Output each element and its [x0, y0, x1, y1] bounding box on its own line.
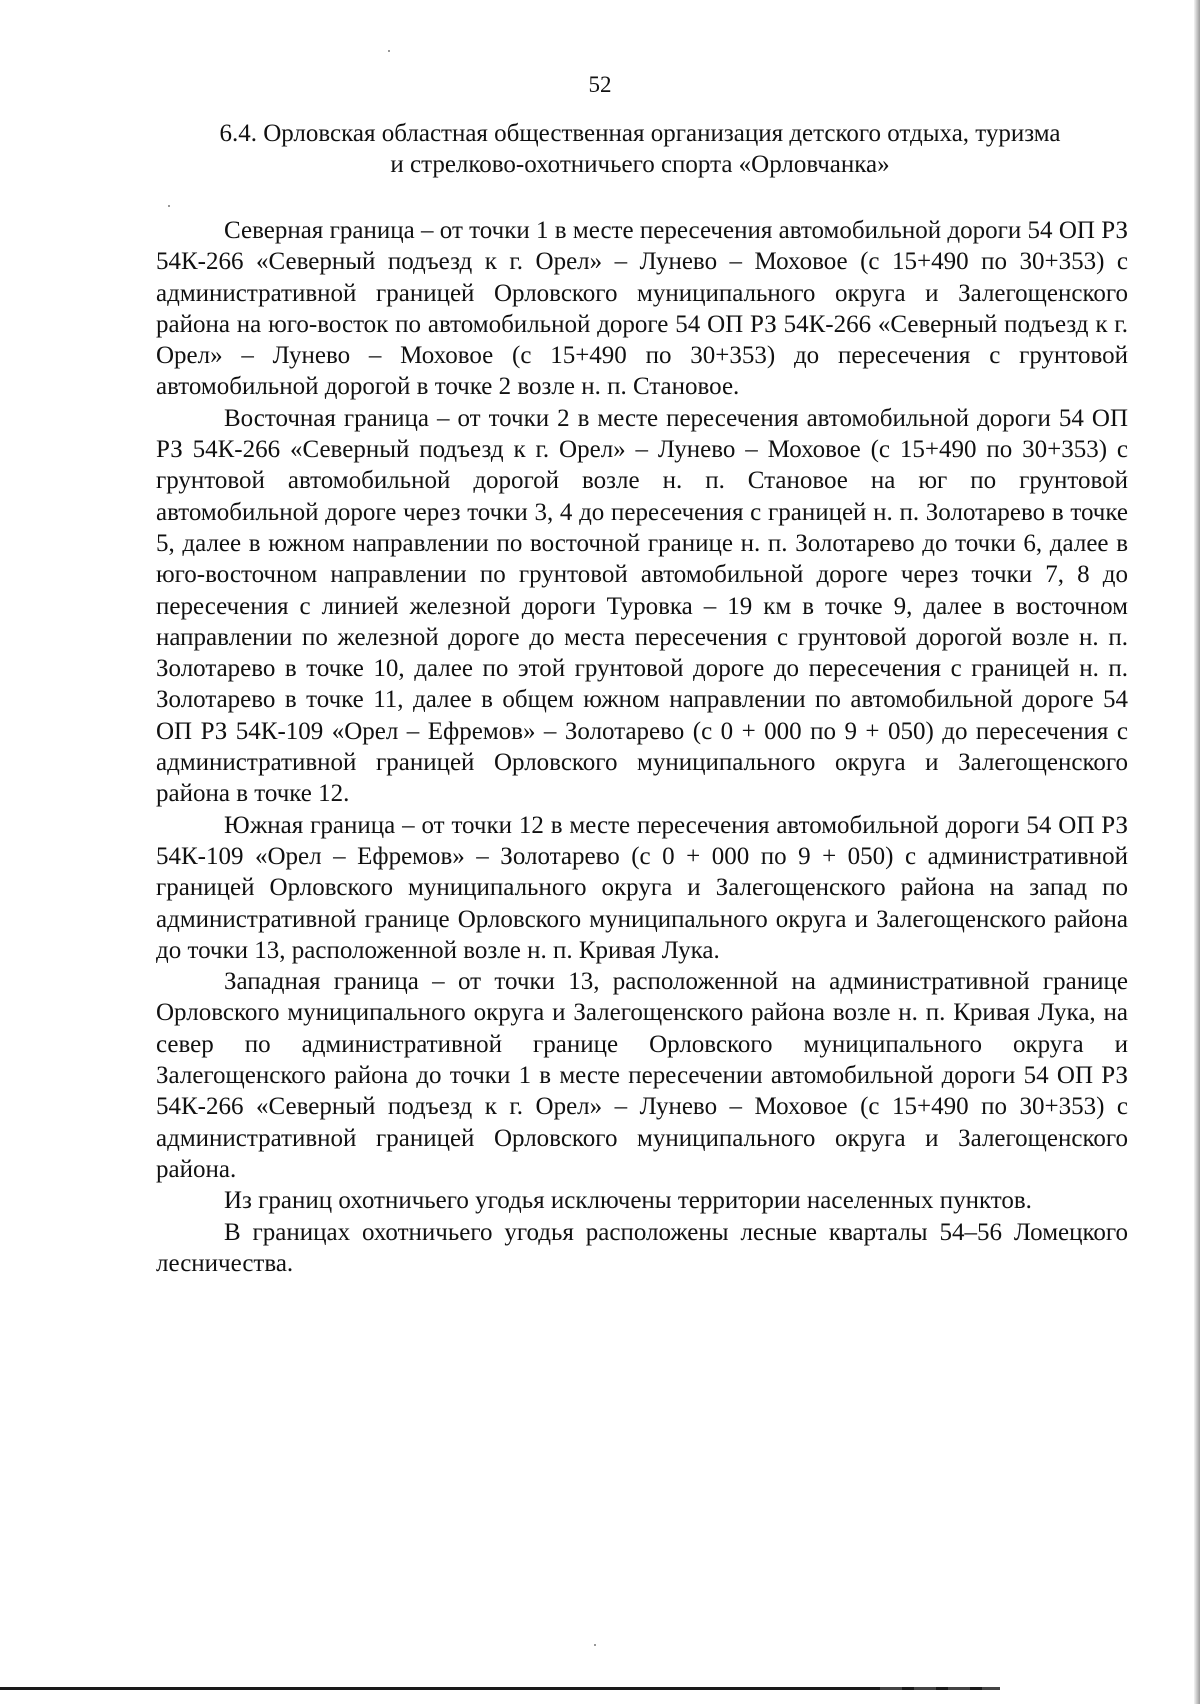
section-heading [150, 118, 1130, 180]
body-text [156, 215, 1128, 1279]
paragraph-southern-border: Южная граница – от точки 12 в месте пересечения автомобильной дороги 54 ОП РЗ 54К-109 «Орел – Ефремов» – Золотарево (с 0 + 000 по 9 + 050) с административной границей Орловского муниципального округа и Залегощенского района на запад по административной границе Орловского муниципального округа и Залегощенского района до точки 13, расположенной возле н. п. Кривая Лука. [156, 811, 1128, 964]
paragraph-western-border: Западная граница – от точки 13, расположенной на административной границе Орловского муниципального округа и Залегощенского района возле н. п. Кривая Лука, на север по административной границе Орловского муниципального округа и Залегощенского района до точки 1 в месте пересечении автомобильной дороги 54 ОП РЗ 54К-266 «Северный подъезд к г. Орел» – Лунево – Моховое (с 15+490 по 30+353) с административной границей Орловского муниципального округа и Залегощенского района. [156, 968, 1128, 1183]
scan-right-edge [1194, 0, 1200, 1704]
scan-speck [168, 205, 170, 207]
paragraph-eastern-border: Восточная граница – от точки 2 в месте пересечения автомобильной дороги 54 ОП РЗ 54К-266 «Северный подъезд к г. Орел» – Лунево – Моховое (с 15+490 по 30+353) с грунтовой автомобильной дорогой возле н. п. Становое на юг по грунтовой автомобильной дороге через точки 3, 4 до пересечения с границей н. п. Золотарево в точке 5, далее в южном направлении по восточной границе н. п. Золотарево до точки 6, далее в юго-восточном направлении по грунтовой автомобильной дороге через точки 7, 8 до пересечения с линией железной дороги Туровка – 19 км в точке 9, далее в восточном направлении по железной дороге до места пересечения с грунтовой дорогой возле н. п. Золотарево в точке 10, далее по этой грунтовой дороге до пересечения с границей н. п. Золотарево в точке 11, далее в общем южном направлении по автомобильной дороге 54 ОП РЗ 54К-109 «Орел – Ефремов» – Золотарево (с 0 + 000 по 9 + 050) до пересечения с административной границей Орловского муниципального округа и Залегощенского района в точке 12. [156, 404, 1128, 808]
section-heading-line-2: и стрелково-охотничьего спорта «Орловчанка» [390, 151, 890, 178]
paragraph-forest-quarters: В границах охотничьего угодья расположены лесные кварталы 54–56 Ломецкого лесничества. [156, 1218, 1128, 1277]
scan-speck [594, 1644, 596, 1646]
scan-bottom-edge-dashes [880, 1687, 1000, 1690]
page-number: 52 [588, 72, 612, 97]
paragraph-excluded-territories: Из границ охотничьего угодья исключены территории населенных пунктов. [224, 1187, 1032, 1215]
paragraph-northern-border: Северная граница – от точки 1 в месте пересечения автомобильной дороги 54 ОП РЗ 54К-266 «Северный подъезд к г. Орел» – Лунево – Моховое (с 15+490 по 30+353) с административной границей Орловского муниципального округа и Залегощенского района на юго-восток по автомобильной дороге 54 ОП РЗ 54К-266 «Северный подъезд к г. Орел» – Лунево – Моховое (с 15+490 по 30+353) до пересечения с грунтовой автомобильной дорогой в точке 2 возле н. п. Становое. [156, 217, 1128, 401]
scan-bottom-edge [0, 1687, 1000, 1690]
scan-speck [388, 50, 390, 52]
section-heading-line-1: 6.4. Орловская областная общественная организация детского отдыха, туризма [219, 120, 1061, 147]
